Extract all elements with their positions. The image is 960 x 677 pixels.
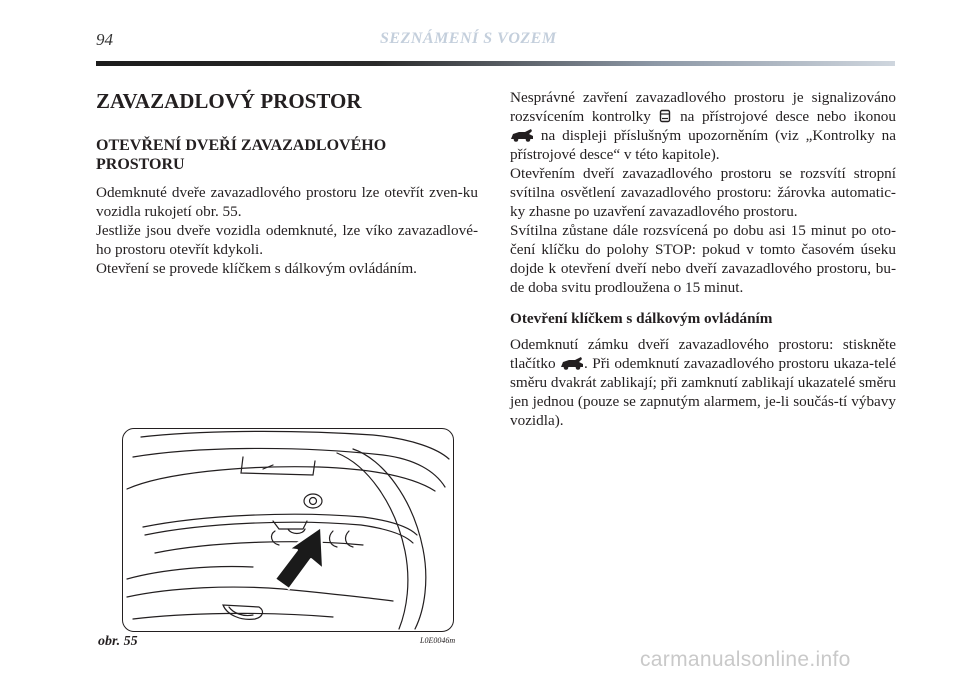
subsection-title: OTEVŘENÍ DVEŘÍ ZAVAZADLOVÉHO PROSTORU	[96, 137, 387, 173]
right-paragraph-4	[510, 335, 896, 430]
boot-open-warning-icon	[658, 109, 672, 123]
left-paragraph-2: Jestliže jsou dveře vozidla odemknuté, lze víko zavazadlové-ho prostoru otevřít kdykoli.	[96, 222, 478, 258]
right-paragraph-2: Otevřením dveří zavazadlového prostoru se rozsvítí stropní svítilna osvětlení zavazadlového prostoru: žárovka automatic-ky zhasne po uzavření zavazadlového prostoru.	[510, 165, 896, 220]
running-header: SEZNÁMENÍ S VOZEM	[380, 30, 557, 47]
right-paragraph-4-end: . Při odemknutí zavazadlového prostoru ukaza-telé směru dvakrát zablikají; při zamknutí zablikají ukazatelé směru jen jednou (pouze se zapnutým alarmem, je-li součás-tí výbavy vozidla).	[510, 355, 896, 429]
tailgate-illustration	[123, 429, 453, 631]
arrow-icon	[275, 527, 323, 589]
section-title: ZAVAZADLOVÝ PROSTOR	[96, 89, 362, 113]
left-paragraph-3: Otevření se provede klíčkem s dálkovým ovládáním.	[96, 260, 417, 277]
figure-code: L0E0046m	[420, 636, 456, 645]
right-paragraph-1-end: na displeji příslušným upozorněním (viz „Kontrolky na přístrojové desce“ v této kapitole).	[510, 127, 896, 163]
right-paragraph-1-middle: na přístrojové desce nebo ikonou	[680, 108, 896, 125]
right-paragraph-3: Svítilna zůstane dále rozsvícená po dobu asi 15 minut po oto-čení klíčku do polohy STOP: pokud v tomto časovém úseku dojde k otevření dveří nebo dveří zavazadlového prostoru, bu-de doba svitu prodloužena o 15 minut.	[510, 222, 896, 296]
figure-illustration	[122, 428, 454, 632]
watermark: carmanualsonline.info	[640, 648, 851, 671]
right-paragraph-1-start: Nesprávné zavření zavazadlového prostoru je signalizováno rozsvícením kontrolky	[510, 89, 896, 125]
left-column	[96, 88, 478, 278]
car-boot-open-icon	[510, 128, 534, 142]
left-paragraph-1: Odemknuté dveře zavazadlového prostoru lze otevřít zven-ku vozidla rukojetí obr. 55.	[96, 184, 478, 220]
right-column	[510, 88, 896, 430]
car-boot-button-icon	[560, 356, 584, 370]
right-paragraph-4-start: Odemknutí zámku dveří zavazadlového prostoru: stiskněte tlačítko	[510, 336, 896, 372]
right-paragraph-1	[510, 88, 896, 164]
header-rule	[96, 61, 895, 66]
figure-caption: obr. 55	[98, 634, 138, 649]
page-number: 94	[96, 30, 113, 49]
right-subheading: Otevření klíčkem s dálkovým ovládáním	[510, 310, 773, 327]
